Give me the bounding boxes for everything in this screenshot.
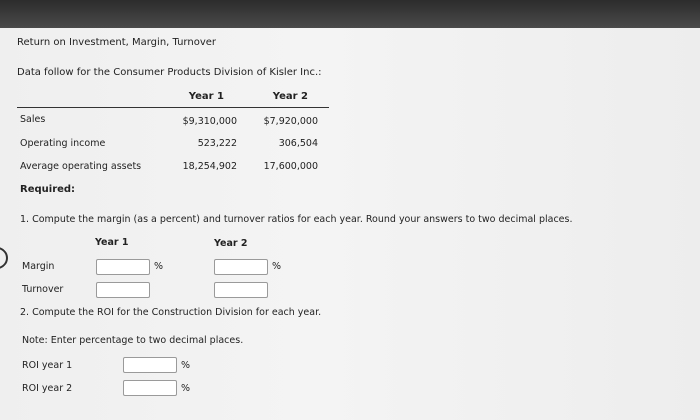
question-2-text: 2. Compute the ROI for the Construction Division for each year. (20, 307, 322, 318)
table-header-rule (17, 107, 329, 108)
required-label: Required: (20, 184, 76, 195)
average-operating-assets-year2: 17,600,000 (263, 161, 318, 172)
row-label-average-operating-assets: Average operating assets (20, 161, 142, 172)
note-text: Note: Enter percentage to two decimal places. (22, 335, 244, 346)
margin-year2-input[interactable] (214, 259, 268, 275)
operating-income-year2: 306,504 (278, 138, 318, 149)
q1-column-year2: Year 2 (214, 238, 248, 249)
question-1-text: 1. Compute the margin (as a percent) and turnover ratios for each year. Round your answers to two decimal places. (20, 214, 573, 225)
margin-year1-input[interactable] (96, 259, 150, 275)
table-header-year2: Year 2 (272, 91, 308, 102)
page-title: Return on Investment, Margin, Turnover (17, 37, 217, 48)
turnover-label: Turnover (22, 284, 64, 295)
margin-label: Margin (22, 261, 55, 272)
margin-year2-percent-sign: % (272, 261, 282, 272)
roi-year1-percent-sign: % (181, 360, 191, 371)
average-operating-assets-year1: 18,254,902 (182, 161, 237, 172)
roi-year2-percent-sign: % (181, 383, 191, 394)
window-top-bar (0, 0, 700, 28)
roi-year1-input[interactable] (123, 357, 177, 373)
row-label-operating-income: Operating income (20, 138, 106, 149)
turnover-year1-input[interactable] (96, 282, 150, 298)
roi-year1-label: ROI year 1 (22, 360, 73, 371)
turnover-year2-input[interactable] (214, 282, 268, 298)
margin-year1-percent-sign: % (154, 261, 164, 272)
sales-year1: $9,310,000 (182, 116, 237, 127)
sales-year2: $7,920,000 (263, 116, 318, 127)
roi-year2-label: ROI year 2 (22, 383, 73, 394)
intro-text: Data follow for the Consumer Products Division of Kisler Inc.: (17, 67, 322, 78)
q1-column-year1: Year 1 (95, 237, 129, 248)
row-label-sales: Sales (20, 114, 46, 125)
roi-year2-input[interactable] (123, 380, 177, 396)
operating-income-year1: 523,222 (197, 138, 237, 149)
table-header-year1: Year 1 (188, 91, 224, 102)
